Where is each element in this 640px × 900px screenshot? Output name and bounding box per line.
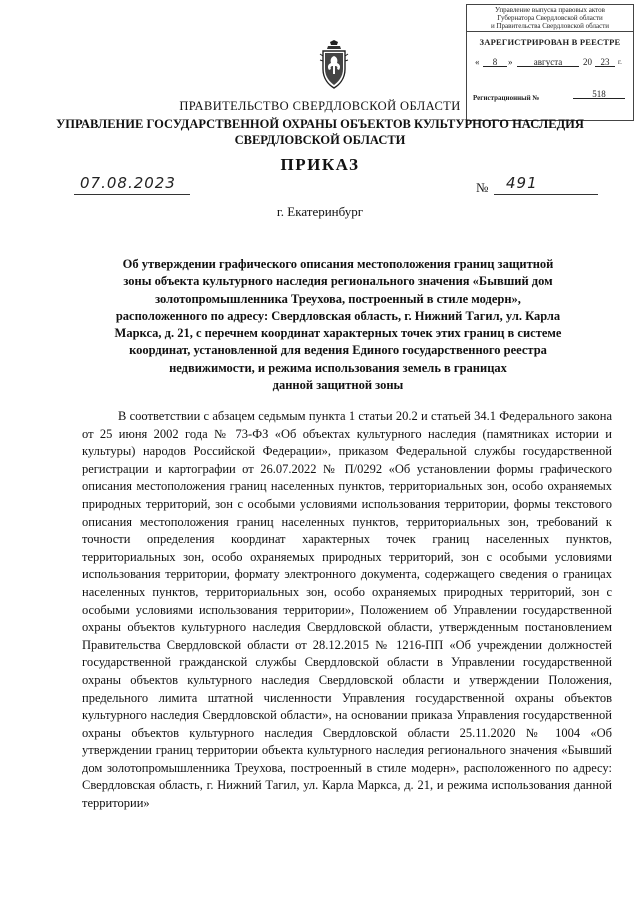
order-number-label: № [476,180,489,195]
stamp-day: 8 [483,58,507,67]
stamp-quote-open: « [475,57,480,67]
department-line: УПРАВЛЕНИЕ ГОСУДАРСТВЕННОЙ ОХРАНЫ ОБЪЕКТОВ КУЛЬТУРНОГО НАСЛЕДИЯ [56,117,584,131]
document-type: ПРИКАЗ [280,155,360,174]
city: г. Екатеринбург [276,204,364,219]
title-line: зоны объекта культурного наследия регионального значения «Бывший дом [123,274,553,289]
stamp-header-line: Управление выпуска правовых актов [495,6,605,14]
order-number-field [494,174,598,195]
title-line: расположенного по адресу: Свердловская область, г. Нижний Тагил, ул. Карла [115,308,561,323]
order-number: 491 [506,174,538,192]
document-title [88,256,588,394]
title-line: недвижимости, и режима использования земель в границах [169,360,507,375]
stamp-header [466,4,634,31]
stamp-registered-label: ЗАРЕГИСТРИРОВАН В РЕЕСТРЕ [479,37,621,47]
title-line: данной защитной зоны [272,378,404,393]
department-line: СВЕРДЛОВСКОЙ ОБЛАСТИ [234,133,406,147]
government-name: ПРАВИТЕЛЬСТВО СВЕРДЛОВСКОЙ ОБЛАСТИ [179,99,461,113]
coat-of-arms-icon [318,40,350,92]
department-name [40,116,600,148]
title-line: Об утверждении графического описания местоположения границ защитной [122,257,554,271]
stamp-quote-close: » [508,57,513,67]
title-line: Маркса, д. 21, с перечнем координат характерных точек этих границ в системе [114,326,562,341]
order-date-field [74,174,190,195]
stamp-reg-number: 518 [573,90,625,99]
stamp-month: августа [517,58,579,67]
stamp-year-unit: г. [618,58,622,66]
title-line: золотопромышленника Треухова, построенный в стиле модерн», [155,291,521,306]
stamp-year-suffix: 23 [595,58,615,67]
stamp-reg-label: Регистрационный № [473,94,540,102]
stamp-header-line: Губернатора Свердловской области [497,14,603,22]
body-paragraph: В соответствии с абзацем седьмым пункта 1 статьи 20.2 и статьей 34.1 Федерального закона от 25 июня 2002 года № 73-ФЗ «Об объектах культурного наследия (памятниках истории и культуры) народов Российской Федерации», приказом Федеральной службы государственной регистрации и картографии от 26.07.2022 № П/0292 «Об установлении формы графического описания местоположения границ населенных пунктов, территориальных зон, особо охраняемых природных территорий, зон с особыми условиями использования территории, формы текстового описания местоположения границ населенных пунктов, территориальных зон, требований к точности определения координат характерных точек границ населенных пунктов, территориальных зон, особо охраняемых природных территорий, зон с особыми условиями использования территории, формату электронного документа, содержащего сведения о границах населенных пунктов, территориальных зон, особо охраняемых природных территорий, зон с особыми условиями использования территории», Положением об Управлении государственной охраны объектов культурного наследия Свердловской области, утвержденным постановлением Правительства Свердловской области от 28.12.2015 № 1216-ПП «Об учреждении должностей государственной гражданской службы Свердловской области в Управлении государственной охраны объектов культурного наследия Свердловской области и утверждении Положения, предельного лимита штатной численности Управления государственной охраны объектов культурного наследия Свердловской области», на основании приказа Управления государственной охраны объектов культурного наследия Свердловской области 25.11.2020 № 1004 «Об утверждении границ территории объекта культурного наследия регионального значения «Бывший дом золотопромышленника Треухова, построенный в стиле модерн», расположенного по адресу: Свердловская область, г. Нижний Тагил, ул. Карла Маркса, д. 21, и режима использования данной территории» [82,409,612,811]
order-date: 07.08.2023 [80,174,176,192]
title-line: координат, установленной для ведения Единого государственного реестра [129,343,547,358]
stamp-date-line [475,58,629,72]
stamp-year-prefix: 20 [583,57,592,67]
stamp-header-line: и Правительства Свердловской области [490,22,610,30]
